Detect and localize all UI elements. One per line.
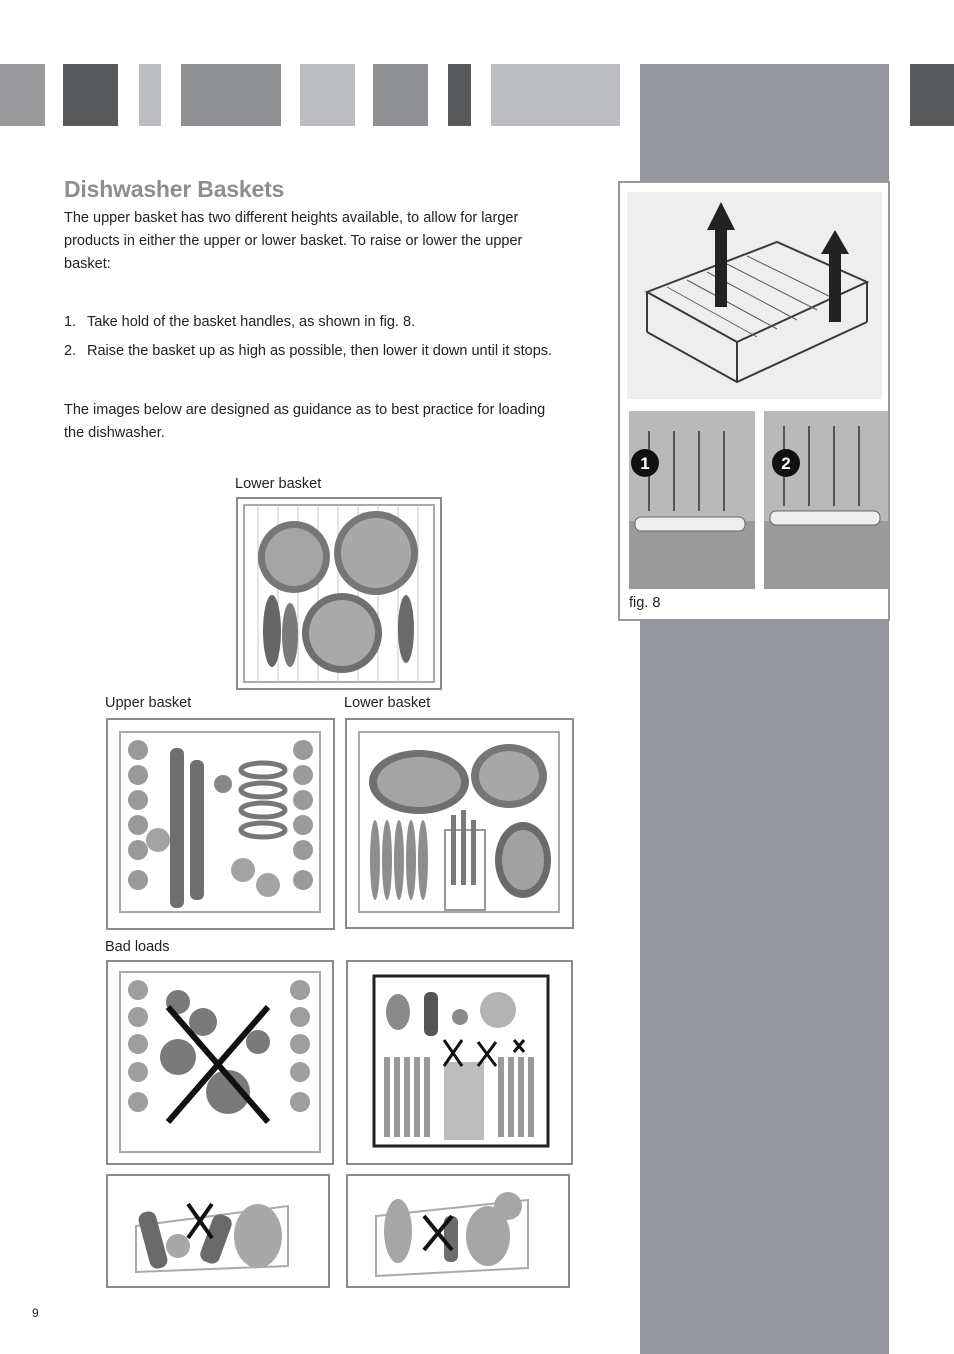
header-block <box>448 64 471 126</box>
header-block <box>181 64 281 126</box>
guidance-text: The images below are designed as guidance as to best practice for loading the dishwasher. <box>64 402 546 441</box>
label-lower-basket-top: Lower basket <box>235 476 322 492</box>
list-item: 2. Raise the basket up as high as possible, then lower it down until it stops. <box>64 343 553 359</box>
lower-basket-image <box>345 718 574 929</box>
header-block <box>373 64 428 126</box>
figure-panel <box>618 181 890 621</box>
step-2-image <box>764 411 888 589</box>
intro-text: The upper basket has two different heights available, to allow for larger products in either the upper or lower basket. To raise or lower the upper basket: <box>64 210 523 272</box>
step-1-image <box>629 411 755 589</box>
header-block <box>139 64 161 126</box>
header-block <box>910 64 954 126</box>
list-item: 1. Take hold of the basket handles, as shown in fig. 8. <box>64 314 416 330</box>
bad-load-cups-image <box>106 1174 330 1288</box>
bad-load-upper-image <box>106 960 334 1165</box>
steps-list <box>64 311 552 369</box>
header-block <box>491 64 620 126</box>
header-block <box>300 64 355 126</box>
step-badge-2: 2 <box>781 454 791 473</box>
label-lower-basket: Lower basket <box>344 695 431 711</box>
upper-basket-image <box>106 718 335 930</box>
figure-caption: fig. 8 <box>629 595 661 611</box>
basket-raise-image <box>627 192 882 399</box>
page-number: 9 <box>32 1306 39 1320</box>
bad-load-plates-image <box>346 1174 570 1288</box>
label-bad-loads: Bad loads <box>105 939 170 955</box>
bad-load-lower-image <box>346 960 573 1165</box>
label-upper-basket: Upper basket <box>105 695 192 711</box>
step-badge-1: 1 <box>640 454 650 473</box>
lower-basket-pans-image <box>236 497 442 690</box>
header-block <box>63 64 118 126</box>
header-block <box>0 64 45 126</box>
page-title: Dishwasher Baskets <box>64 176 285 202</box>
